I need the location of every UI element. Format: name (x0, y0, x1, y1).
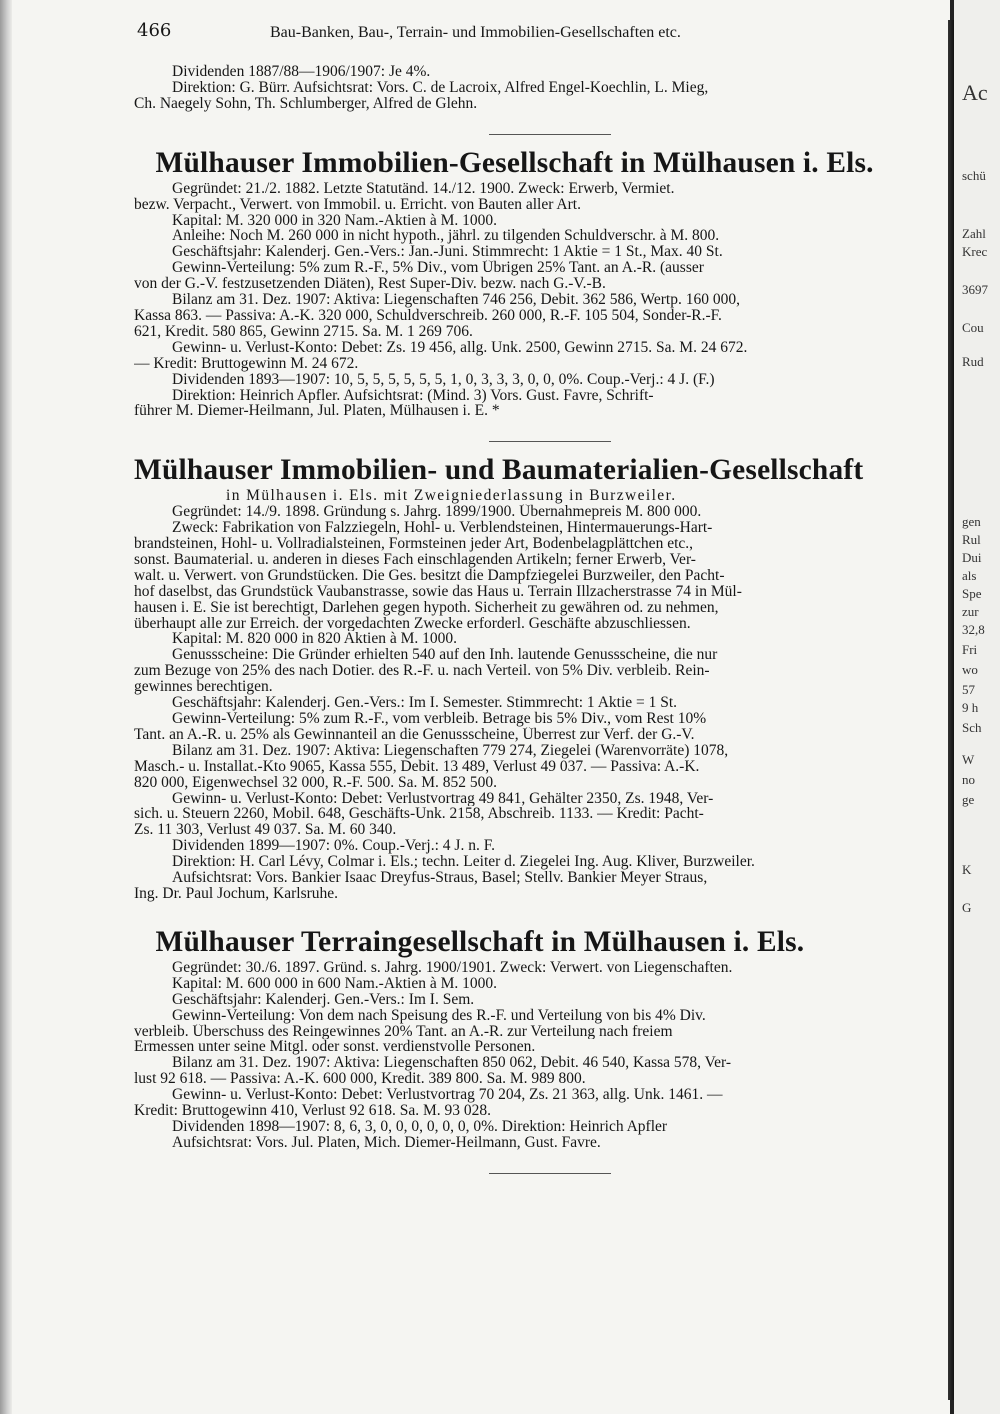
text-line: Gewinn-Verteilung: Von dem nach Speisung des R.-F. und Verteilung von bis 4% Div. (172, 1007, 706, 1024)
page-header (137, 20, 937, 50)
margin-fragment: als (962, 568, 977, 583)
text-line: Aufsichtsrat: Vors. Bankier Isaac Dreyfus-Straus, Basel; Stellv. Bankier Meyer Straus, (172, 870, 708, 886)
margin-fragment: Ac (962, 80, 988, 105)
company-title: Mülhauser Immobilien-Gesellschaft in Mülhausen i. Els. (155, 145, 874, 179)
margin-fragment: Cou (962, 320, 984, 335)
text-line: hof daselbst, das Grundstück Vaubanstrasse, sowie das Haus u. Terrain Illzacherstrasse 74 in Mül- (134, 583, 742, 600)
text-line: Geschäftsjahr: Kalenderj. Gen.-Vers.: Jan.-Juni. Stimmrecht: 1 Aktie = 1 St., Max. 40 St. (172, 244, 723, 261)
text-line: Direktion: G. Bürr. Aufsichtsrat: Vors. C. de Lacroix, Alfred Engel-Koechlin, L. Mieg, (172, 79, 709, 96)
text-line: brandsteinen, Hohl- u. Vollradialsteinen, Formsteinen jeder Art, Bodenbelagplättchen etc., (134, 536, 694, 552)
text-line: Bilanz am 31. Dez. 1907: Aktiva: Liegenschaften 779 274, Ziegelei (Warenvorräte) 1078, (172, 742, 729, 759)
margin-fragment: Zahl (962, 226, 986, 241)
text-line: verbleib. Überschuss des Reingewinnes 20% Tant. an A.-R. zur Verteilung nach freiem (134, 1023, 673, 1040)
text-line: Gegründet: 14./9. 1898. Gründung s. Jahrg. 1899/1900. Übernahmepreis M. 800 000. (172, 504, 702, 521)
text-line: — Kredit: Bruttogewinn M. 24 672. (134, 355, 359, 372)
text-line: sonst. Baumaterial. u. anderen in dieses Fach einschlagenden Artikeln; ferner Erwerb, Ver- (134, 551, 696, 568)
margin-fragment: Fri (962, 642, 978, 657)
text-line: Kapital: M. 820 000 in 820 Aktien à M. 1000. (172, 631, 458, 648)
text-line: gewinnes berechtigen. (134, 679, 273, 696)
margin-fragment: Rud (962, 354, 984, 369)
company-entry (134, 452, 950, 902)
text-line: Gewinn-Verteilung: 5% zum R.-F., 5% Div., vom Übrigen 25% Tant. an A.-R. (ausser (172, 260, 704, 277)
margin-fragment: Spe (962, 586, 982, 601)
text-line: Aufsichtsrat: Vors. Jul. Platen, Mich. Diemer-Heilmann, Gust. Favre. (172, 1134, 601, 1151)
margin-fragment: gen (962, 514, 981, 529)
text-line: Ermessen unter seine Mitgl. oder sonst. verdienstvolle Personen. (134, 1039, 536, 1056)
text-line: überhaupt alle zur Erreich. der vorgedachten Zwecke erforderl. Geschäfte abzuschliessen. (134, 615, 691, 632)
margin-fragment: G (962, 900, 972, 915)
text-line: von der G.-V. festzusetzenden Diäten), Rest Super-Div. bezw. nach G.-V.-B. (134, 276, 606, 293)
text-line: Dividenden 1899—1907: 0%. Coup.-Verj.: 4 J. n. F. (172, 838, 495, 855)
previous-entry (134, 64, 950, 112)
page-number: 466 (137, 20, 172, 41)
running-title: Bau-Banken, Bau-, Terrain- und Immobilien-Gesellschaften etc. (270, 24, 681, 41)
text-line: Gewinn-Verteilung: 5% zum R.-F., vom verbleib. Betrage bis 5% Div., vom Rest 10% (172, 711, 707, 727)
margin-fragment: zur (962, 604, 979, 619)
text-line: Gewinn- u. Verlust-Konto: Debet: Zs. 19 456, allg. Unk. 2500, Gewinn 2715. Sa. M. 24 672. (172, 339, 748, 356)
text-line: Geschäftsjahr: Kalenderj. Gen.-Vers.: Im I. Semester. Stimmrecht: 1 Aktie = 1 St. (172, 695, 678, 711)
text-line: Gewinn- u. Verlust-Konto: Debet: Verlustvortrag 49 841, Gehälter 2350, Zs. 1948, Ver- (172, 790, 714, 807)
margin-fragment: wo (962, 662, 978, 677)
company-title: Mülhauser Immobilien- und Baumaterialien-Gesellschaft (134, 453, 864, 487)
margin-fragment: ge (962, 792, 975, 807)
margin-fragment: 9 h (962, 700, 979, 715)
text-line: walt. u. Verwert. von Grundstücken. Die Ges. besitzt die Dampfziegelei Burzweiler, den Pacht- (134, 567, 725, 584)
page-body (134, 64, 950, 1174)
text-line: führer M. Diemer-Heilmann, Jul. Platen, Mülhausen i. E. * (134, 403, 500, 420)
margin-fragment: Dui (962, 550, 982, 565)
text-line: Geschäftsjahr: Kalenderj. Gen.-Vers.: Im I. Sem. (172, 991, 475, 1008)
text-line: Dividenden 1887/88—1906/1907: Je 4%. (172, 64, 431, 80)
text-line: Dividenden 1893—1907: 10, 5, 5, 5, 5, 5, 5, 1, 0, 3, 3, 3, 0, 0, 0%. Coup.-Verj.: 4 J. (F.) (172, 371, 715, 388)
margin-fragment: no (962, 772, 975, 787)
text-line: 621, Kredit. 580 865, Gewinn 2715. Sa. M. 1 269 706. (134, 323, 473, 340)
margin-fragment: 57 (962, 682, 975, 697)
text-line: sich. u. Steuern 2260, Mobil. 648, Geschäfts-Unk. 2158, Abschreib. 1133. — Kredit: Pacht- (134, 806, 704, 823)
text-line: Kapital: M. 600 000 in 600 Nam.-Aktien à M. 1000. (172, 975, 498, 992)
text-line: Bilanz am 31. Dez. 1907: Aktiva: Liegenschaften 746 256, Debit. 362 586, Wertp. 160 000, (172, 292, 740, 308)
text-line: Zs. 11 303, Verlust 49 037. Sa. M. 60 340. (134, 822, 397, 839)
company-subtitle: in Mülhausen i. Els. mit Zweigniederlassung in Burzweiler. (226, 488, 677, 505)
text-line: Kredit: Bruttogewinn 410, Verlust 92 618. Sa. M. 93 028. (134, 1103, 492, 1119)
margin-fragment: 3697 (962, 282, 988, 297)
text-line: Ch. Naegely Sohn, Th. Schlumberger, Alfred de Glehn. (134, 95, 478, 112)
text-line: Genussscheine: Die Gründer erhielten 540 auf den Inh. lautende Genussscheine, die nur (172, 647, 718, 664)
text-line: bezw. Verpacht., Verwert. von Immobil. u. Erricht. von Bauten aller Art. (134, 196, 581, 213)
company-entry (134, 145, 950, 420)
text-line: Bilanz am 31. Dez. 1907: Aktiva: Liegenschaften 850 062, Debit. 46 540, Kassa 578, Ver- (172, 1055, 732, 1072)
section-divider (489, 1173, 611, 1174)
text-line: Kassa 863. — Passiva: A.-K. 320 000, Schuldverschreib. 260 000, R.-F. 105 504, Sonder-R.-F. (134, 307, 722, 324)
text-line: Tant. an A.-R. u. 25% als Gewinnanteil an die Genussscheine, Überrest zur Verf. der G.-V. (134, 726, 695, 743)
margin-fragment: 32,8 (962, 622, 985, 637)
company-title: Mülhauser Terraingesellschaft in Mülhausen i. Els. (155, 924, 805, 958)
margin-fragment: schü (962, 168, 986, 183)
text-line: Anleihe: Noch M. 260 000 in nicht hypoth., jährl. zu tilgenden Schuldverschr. à M. 800. (172, 228, 720, 245)
margin-fragment: K (962, 862, 972, 877)
margin-fragment: Krec (962, 244, 988, 259)
binding-shadow-left (0, 0, 12, 1414)
margin-fragment: W (962, 752, 975, 767)
company-entry (134, 924, 950, 1151)
text-line: Gegründet: 30./6. 1897. Gründ. s. Jahrg. 1900/1901. Zweck: Verwert. von Liegenschaften. (172, 959, 733, 976)
text-line: Masch.- u. Installat.-Kto 9065, Kassa 555, Debit. 13 489, Verlust 49 037. — Passiva: A.-K. (134, 758, 700, 775)
text-line: hausen i. E. Sie ist berechtigt, Darlehen gegen hypoth. Sicherheit zu gewähren od. zu nehmen, (134, 599, 719, 616)
text-line: zum Bezuge von 25% des nach Dotier. des R.-F. u. nach Verteil. von 5% Div. verbleib. Rein- (134, 663, 710, 680)
text-line: 820 000, Eigenwechsel 32 000, R.-F. 500. Sa. M. 852 500. (134, 774, 497, 791)
adjacent-page-edge (950, 0, 1000, 1414)
text-line: Kapital: M. 320 000 in 320 Nam.-Aktien à M. 1000. (172, 212, 498, 229)
text-line: Dividenden 1898—1907: 8, 6, 3, 0, 0, 0, 0, 0, 0, 0%. Direktion: Heinrich Apfler (172, 1118, 668, 1135)
text-line: Direktion: Heinrich Apfler. Aufsichtsrat: (Mind. 3) Vors. Gust. Favre, Schrift- (172, 387, 654, 404)
margin-fragment: Rul (962, 532, 981, 547)
text-line: Gewinn- u. Verlust-Konto: Debet: Verlustvortrag 70 204, Zs. 21 363, allg. Unk. 1461. — (172, 1087, 723, 1104)
text-line: Gegründet: 21./2. 1882. Letzte Statutänd. 14./12. 1900. Zweck: Erwerb, Vermiet. (172, 180, 675, 197)
text-line: Zweck: Fabrikation von Falzziegeln, Hohl- u. Verblendsteinen, Hintermauerungs-Hart- (172, 520, 713, 537)
text-line: Ing. Dr. Paul Jochum, Karlsruhe. (134, 885, 339, 902)
margin-fragment: Sch (962, 720, 982, 735)
text-line: lust 92 618. — Passiva: A.-K. 600 000, Kredit. 389 800. Sa. M. 989 800. (134, 1071, 586, 1088)
text-line: Direktion: H. Carl Lévy, Colmar i. Els.; techn. Leiter d. Ziegelei Ing. Aug. Kliver, Burzweiler. (172, 854, 755, 871)
